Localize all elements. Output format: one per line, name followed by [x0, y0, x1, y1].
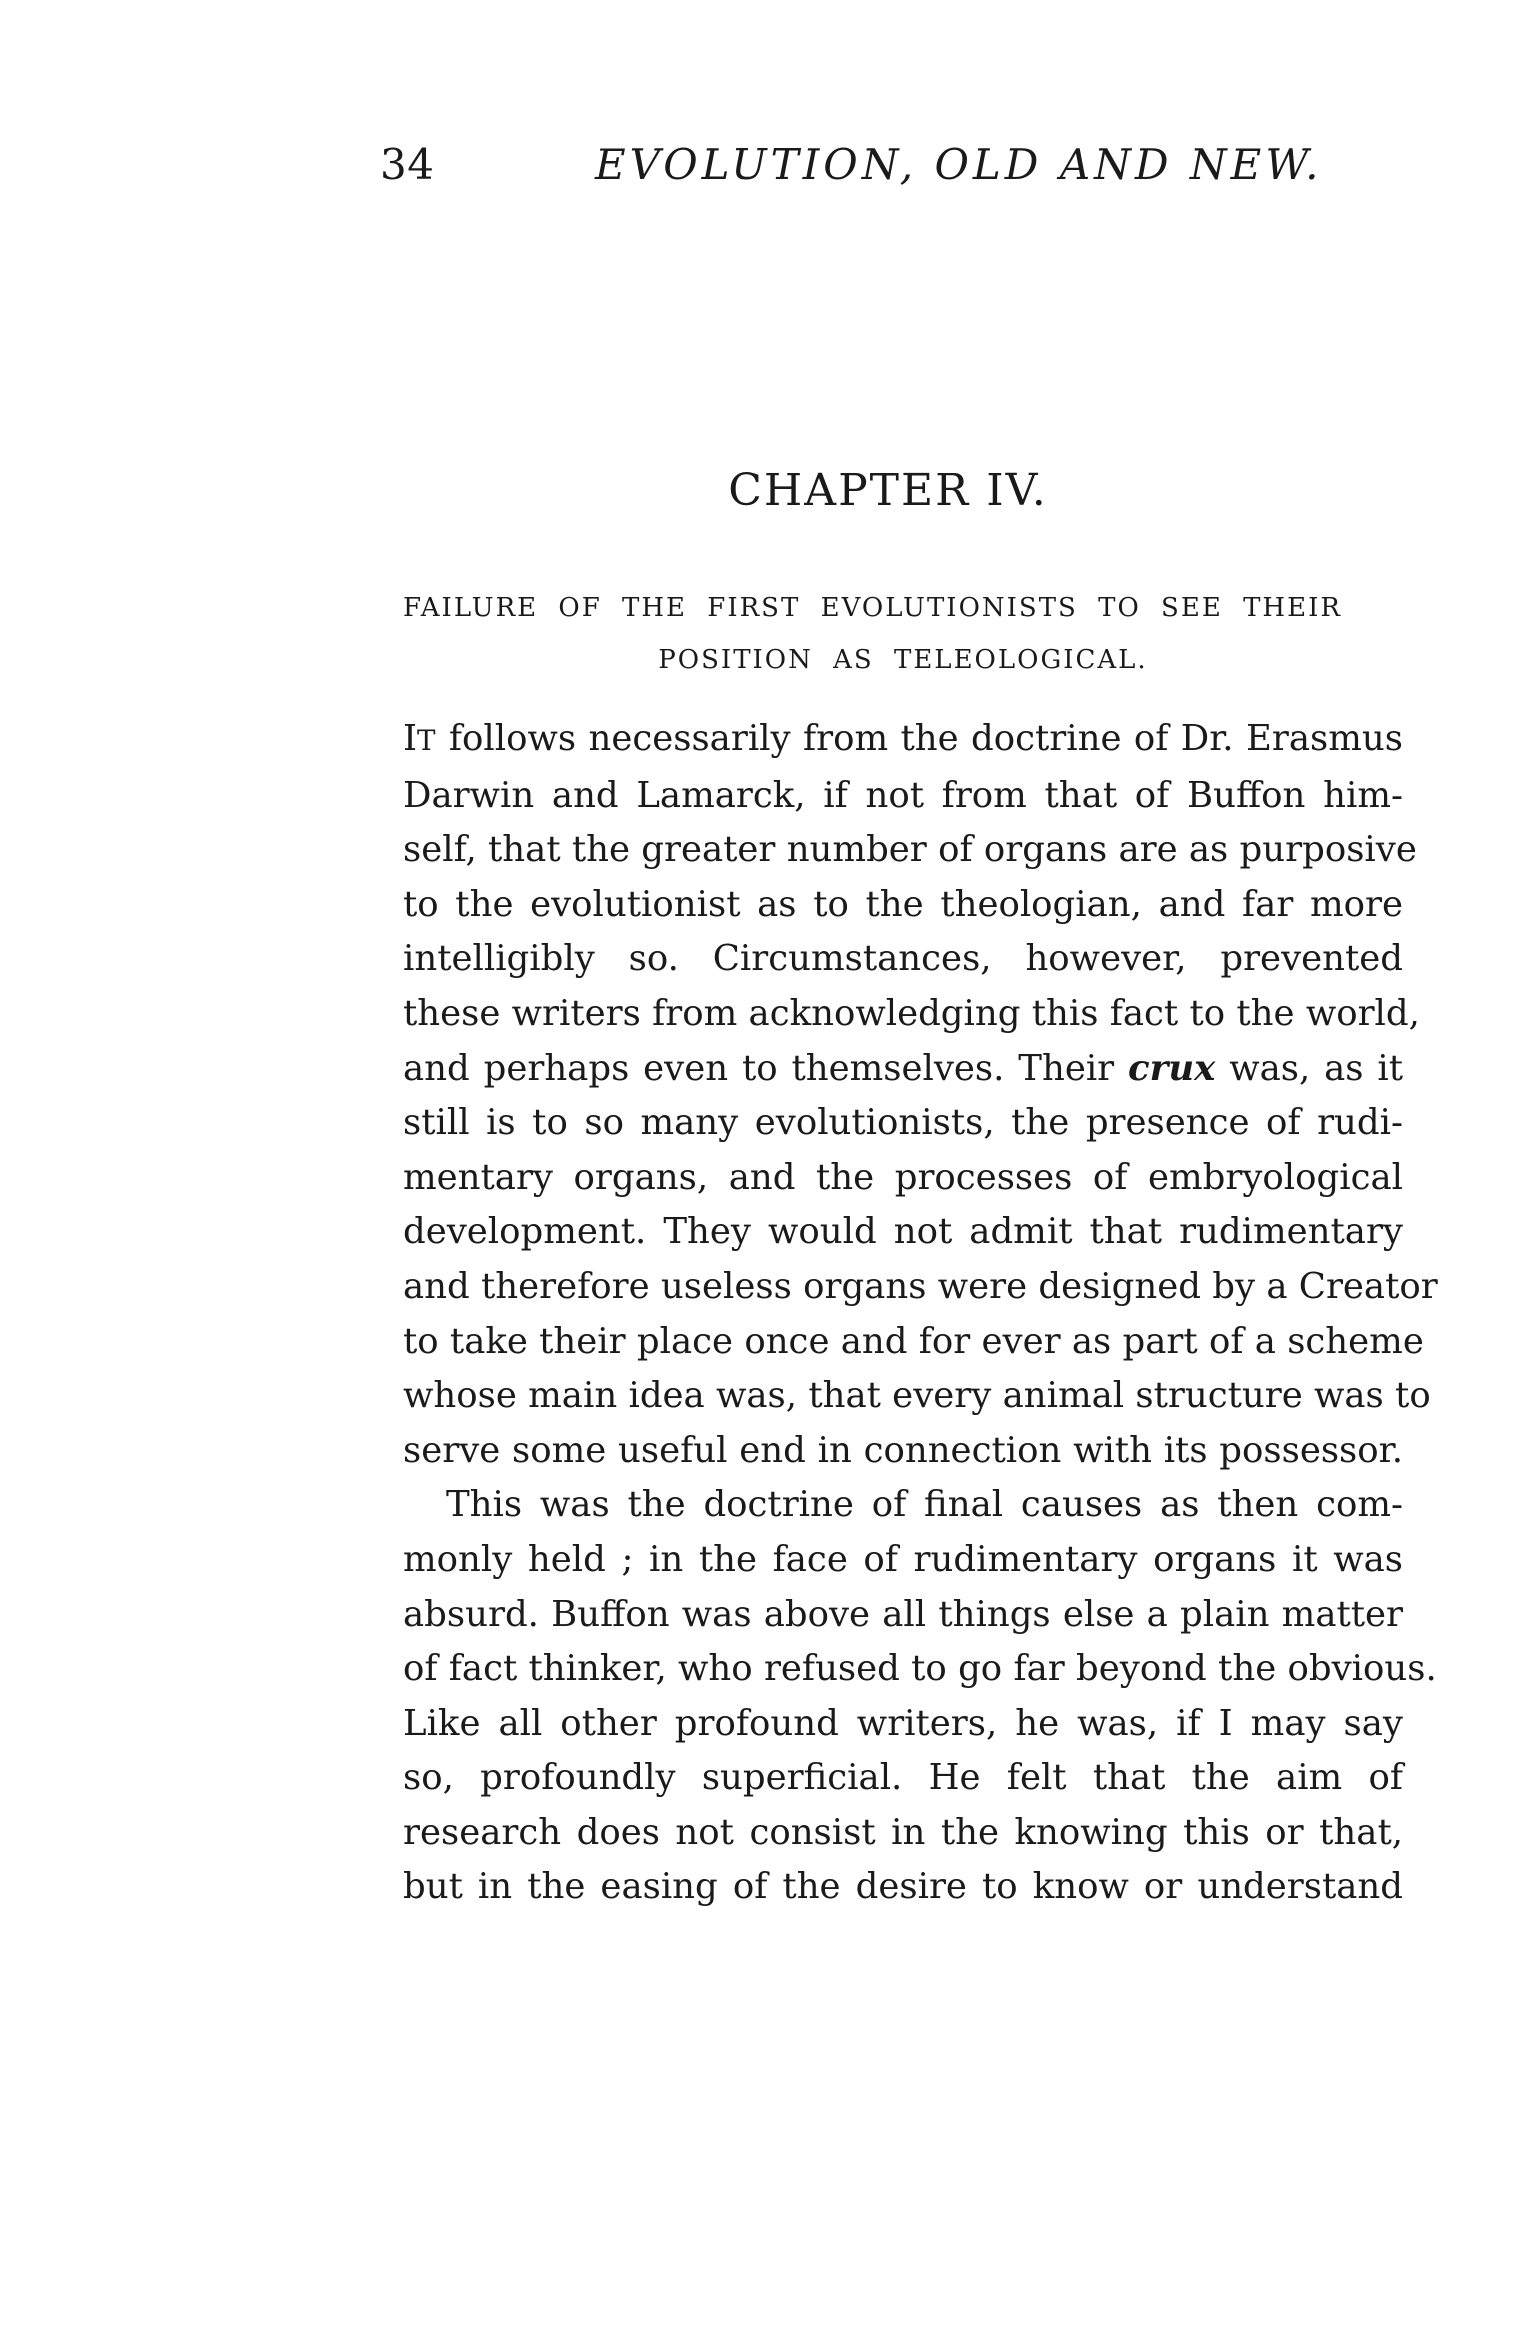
subtitle-line: FAILURE OF THE FIRST EVOLUTIONISTS TO SEE THEIR	[403, 593, 1342, 623]
emphasis: crux	[1128, 1047, 1216, 1089]
text-line: mentary organs, and the processes of embryological	[403, 1156, 1403, 1198]
chapter-subtitle	[403, 582, 1403, 686]
text-line: still is to so many evolutionists, the presence of rudi-	[403, 1102, 1403, 1144]
text-line: This was the doctrine of final causes as then com-	[446, 1484, 1403, 1526]
text-line: Like all other profound writers, he was, if I may say	[403, 1702, 1403, 1744]
paragraph	[403, 712, 1438, 1478]
text-line: IT follows necessarily from the doctrine of Dr. Erasmus	[403, 718, 1403, 759]
text-line: development. They would not admit that rudimentary	[403, 1211, 1403, 1253]
text-line: of fact thinker, who refused to go far beyond the obvious.	[403, 1648, 1437, 1690]
body-text	[403, 712, 1438, 1915]
text-line: these writers from acknowledging this fact to the world,	[403, 992, 1420, 1034]
text-line: self, that the greater number of organs are as purposive	[403, 829, 1417, 871]
drop-cap: I	[403, 718, 418, 759]
page-number: 34	[380, 140, 435, 189]
text-line: absurd. Buffon was above all things else a plain matter	[403, 1593, 1403, 1635]
subtitle-line: POSITION AS TELEOLOGICAL.	[658, 645, 1148, 675]
text-line: monly held ; in the face of rudimentary organs it was	[403, 1538, 1403, 1580]
text-line: whose main idea was, that every animal structure was to	[403, 1375, 1431, 1417]
text-line: to take their place once and for ever as part of a scheme	[403, 1320, 1424, 1362]
small-caps: T	[417, 724, 437, 757]
paragraph	[403, 1478, 1437, 1915]
running-title: EVOLUTION, OLD AND NEW.	[595, 140, 1323, 189]
text-line: and perhaps even to themselves. Their crux was, as it	[403, 1047, 1403, 1089]
text-line: research does not consist in the knowing this or that,	[403, 1811, 1403, 1853]
text-line: and therefore useless organs were designed by a Creator	[403, 1265, 1438, 1307]
text-line: so, profoundly superficial. He felt that the aim of	[403, 1757, 1403, 1799]
page-header	[380, 140, 1323, 189]
text-line: intelligibly so. Circumstances, however, prevented	[403, 938, 1403, 980]
text-line: to the evolutionist as to the theologian, and far more	[403, 883, 1403, 925]
text-line: but in the easing of the desire to know or understand	[403, 1866, 1403, 1908]
chapter-heading: CHAPTER IV.	[728, 465, 1048, 516]
text-line: serve some useful end in connection with its possessor.	[403, 1429, 1403, 1471]
text-line: Darwin and Lamarck, if not from that of Buffon him-	[403, 774, 1403, 816]
